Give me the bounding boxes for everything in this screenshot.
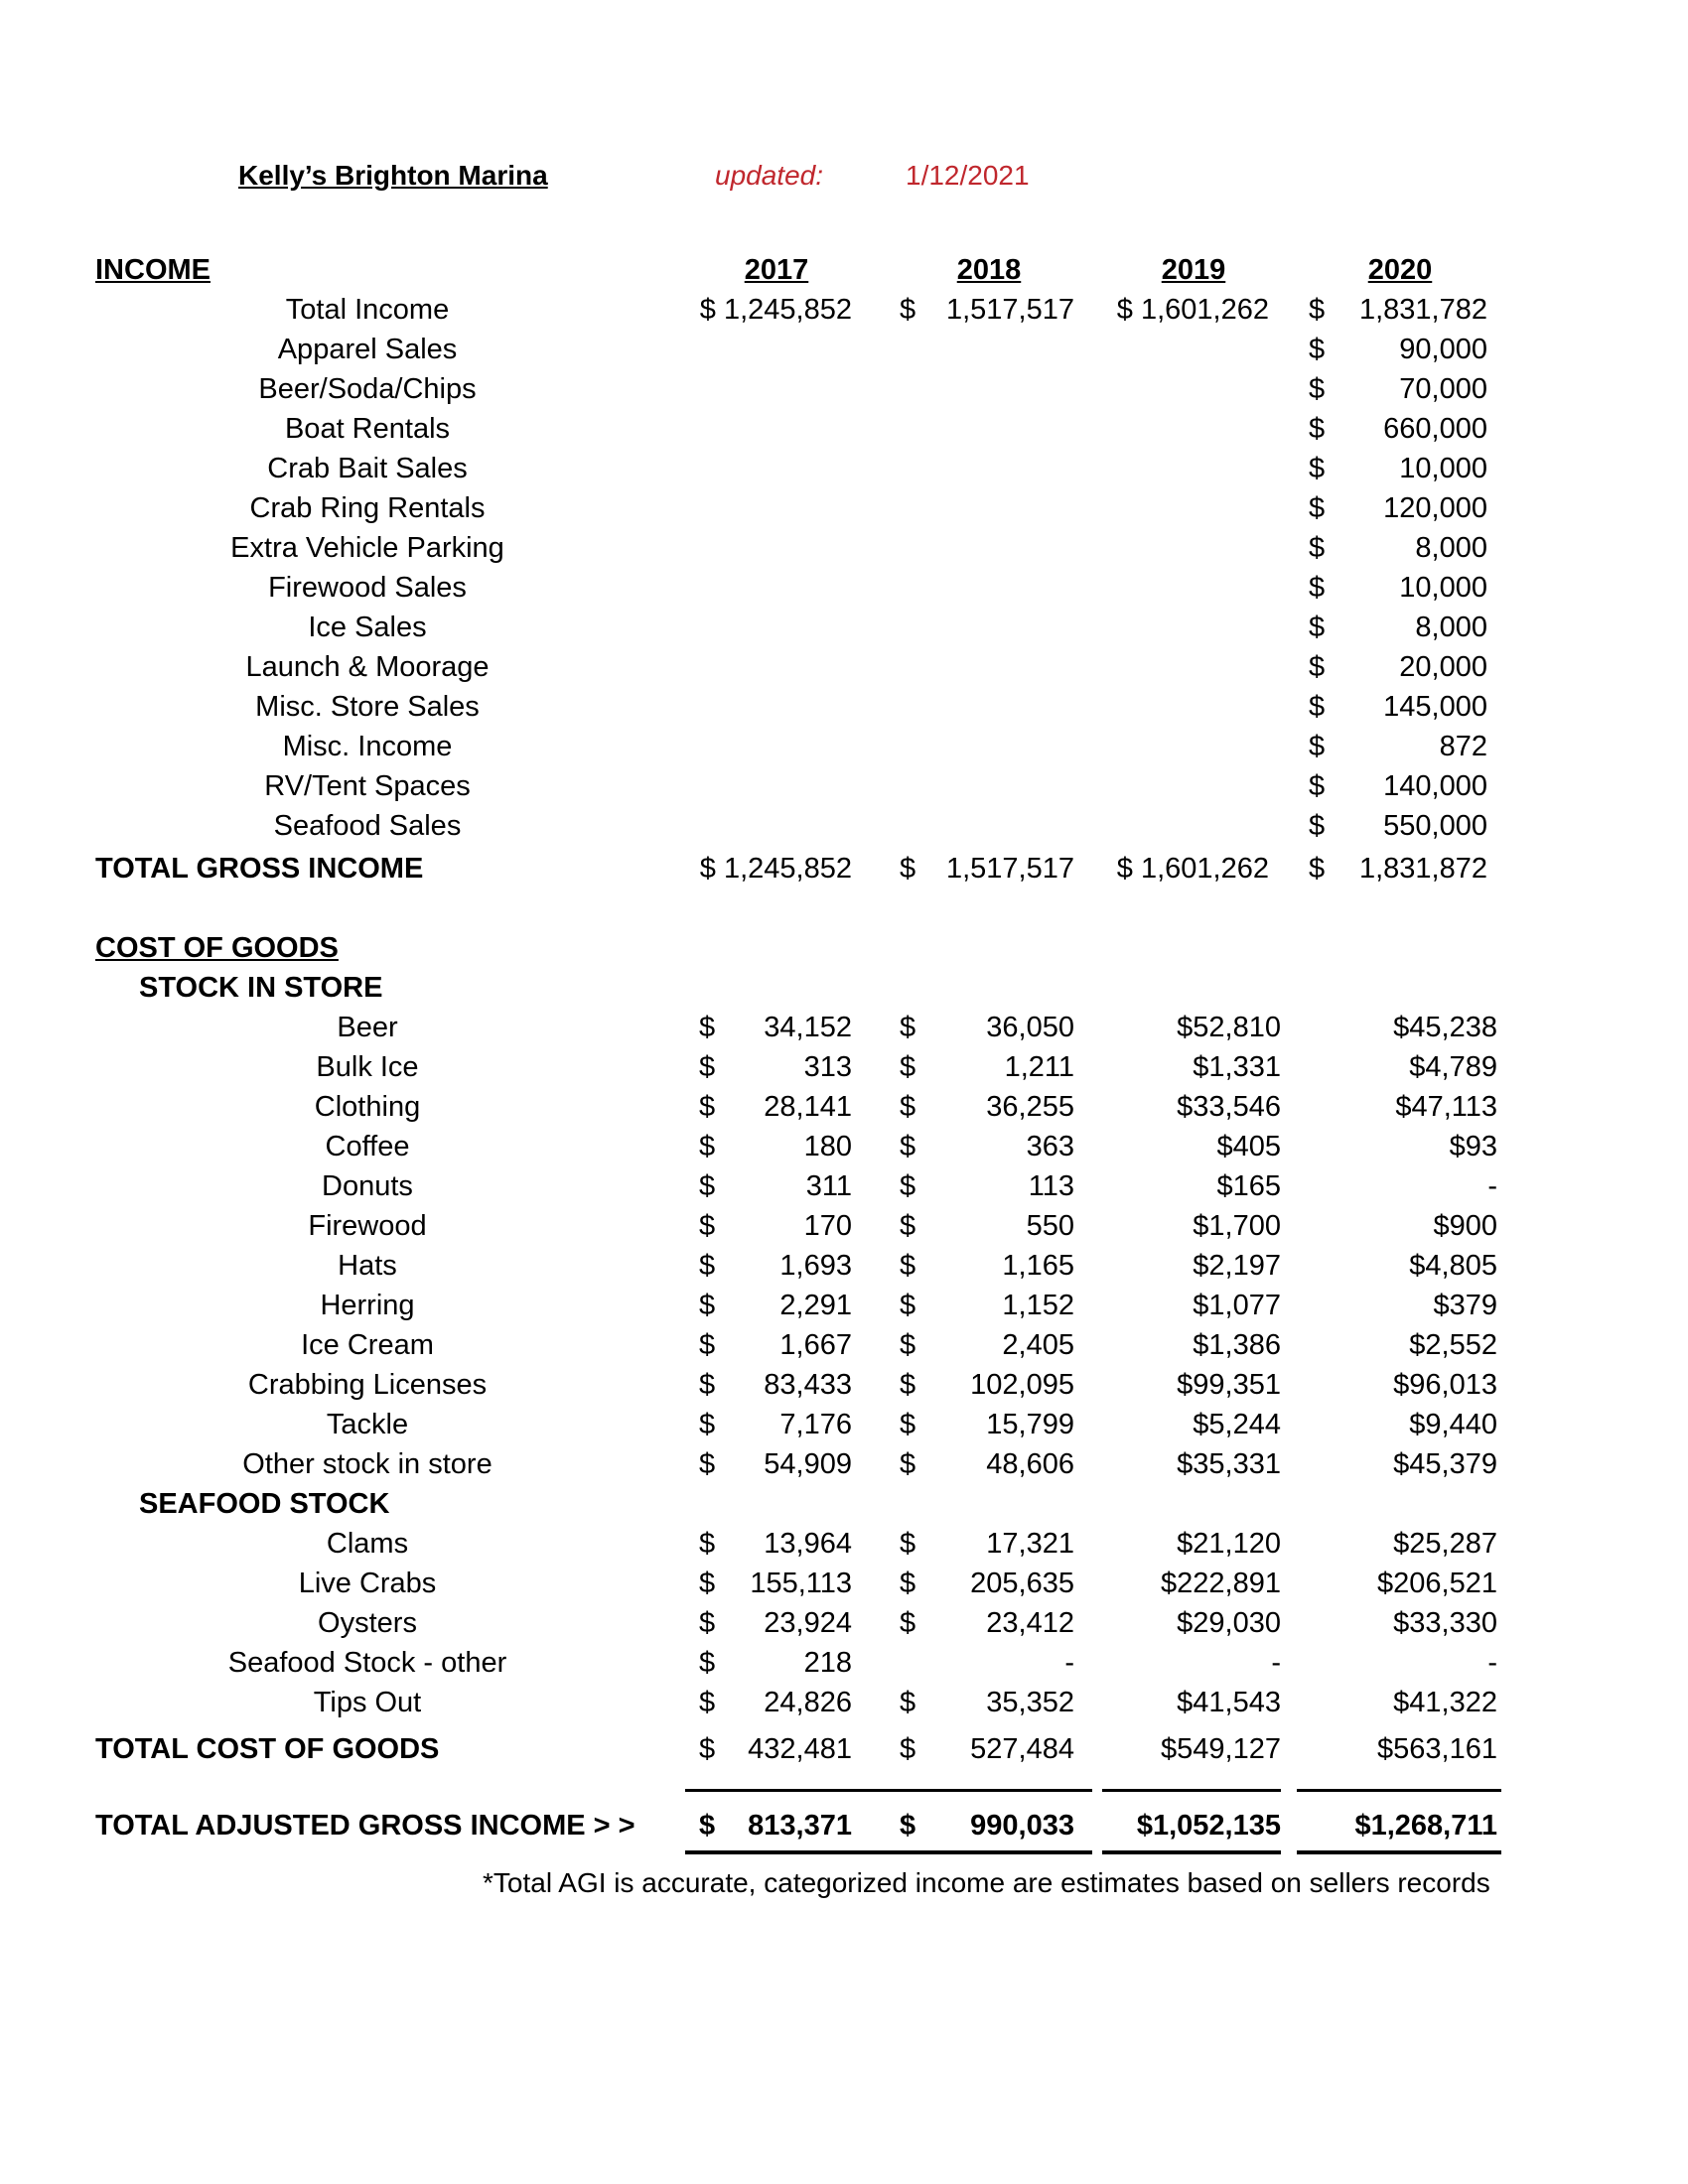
total-gross-2020: 1,831,872 [1358, 853, 1487, 885]
income-item-label: Launch & Moorage [245, 651, 490, 683]
total-gross-2018-dollar: $ [900, 853, 916, 885]
cost-item-2020-value: - [1487, 1170, 1497, 1202]
cost-item-2018-dollar: $ [900, 1250, 916, 1282]
total-income-2020: 1,831,782 [1358, 294, 1487, 326]
cost-item-2017-value: 54,909 [764, 1448, 852, 1480]
cost-item-2019-value: $41,543 [1177, 1687, 1281, 1718]
income-item-2020-value: 10,000 [1399, 453, 1487, 484]
cost-item-2017-dollar: $ [699, 1607, 716, 1639]
cost-of-goods-label: COST OF GOODS [95, 932, 339, 964]
cost-item-2018-dollar: $ [900, 1528, 916, 1560]
cost-item-label: Oysters [318, 1607, 417, 1639]
total-cog-2019: $549,127 [1161, 1733, 1281, 1765]
total-income-2018-dollar: $ [900, 294, 916, 326]
cost-item-2018-value: 48,606 [986, 1448, 1074, 1480]
cost-item-2017-value: 218 [803, 1647, 852, 1679]
income-item-label: Extra Vehicle Parking [230, 532, 504, 564]
income-item-2020-dollar: $ [1309, 532, 1326, 564]
cost-item-label: Ice Cream [301, 1329, 434, 1361]
cost-item-2017-value: 2,291 [779, 1290, 852, 1321]
cost-item-2019-value: $99,351 [1177, 1369, 1281, 1401]
cost-item-2018-value: 2,405 [1002, 1329, 1074, 1361]
cost-item-2018-dollar: $ [900, 1091, 916, 1123]
cost-item-2020-value: $4,789 [1409, 1051, 1497, 1083]
total-cog-2018: 527,484 [970, 1733, 1074, 1765]
cost-item-2020-value: $2,552 [1409, 1329, 1497, 1361]
cost-item-2017-dollar: $ [699, 1290, 716, 1321]
agi-2018: 990,033 [970, 1810, 1074, 1842]
cost-item-label: Seafood Stock - other [227, 1647, 507, 1679]
cost-item-2017-dollar: $ [699, 1448, 716, 1480]
cost-item-2018-value: 36,050 [986, 1012, 1074, 1043]
income-item-2020-dollar: $ [1309, 492, 1326, 524]
cost-item-2020-value: $33,330 [1393, 1607, 1497, 1639]
rule-bottom-2017-2018 [685, 1850, 1092, 1854]
year-header-2019: 2019 [1161, 254, 1226, 286]
cost-item-2020-value: $4,805 [1409, 1250, 1497, 1282]
total-gross-2020-dollar: $ [1309, 853, 1326, 885]
cost-item-2017-dollar: $ [699, 1528, 716, 1560]
rule-bottom-2019 [1102, 1850, 1281, 1854]
cost-item-2020-value: $25,287 [1393, 1528, 1497, 1560]
income-item-label: Beer/Soda/Chips [258, 373, 477, 405]
agi-2017: 813,371 [748, 1810, 852, 1842]
cost-item-2020-value: $900 [1433, 1210, 1497, 1242]
cost-item-2019-value: $1,386 [1193, 1329, 1281, 1361]
cost-item-2019-value: $1,331 [1193, 1051, 1281, 1083]
year-header-2018: 2018 [956, 254, 1022, 286]
income-item-label: Crab Bait Sales [267, 453, 468, 484]
income-item-2020-value: 550,000 [1383, 810, 1487, 842]
agi-2017-dollar: $ [699, 1810, 716, 1842]
cost-item-label: Hats [338, 1250, 397, 1282]
cost-item-2019-value: $1,077 [1193, 1290, 1281, 1321]
cost-item-2018-value: 23,412 [986, 1607, 1074, 1639]
income-item-label: Ice Sales [308, 612, 427, 643]
cost-item-2018-dollar: $ [900, 1568, 916, 1599]
total-gross-income-label: TOTAL GROSS INCOME [95, 853, 424, 885]
year-header-2017: 2017 [744, 254, 809, 286]
cost-item-2018-value: 1,211 [1004, 1051, 1074, 1083]
cost-item-2017-value: 1,667 [779, 1329, 852, 1361]
income-item-2020-dollar: $ [1309, 651, 1326, 683]
cost-item-2020-value: $45,238 [1393, 1012, 1497, 1043]
cost-item-2017-value: 180 [803, 1131, 852, 1162]
total-cog-2020: $563,161 [1377, 1733, 1497, 1765]
cost-item-2018-dollar: $ [900, 1290, 916, 1321]
cost-item-label: Tips Out [313, 1687, 422, 1718]
total-cog-2017: 432,481 [748, 1733, 852, 1765]
cost-item-2019-value: $5,244 [1193, 1409, 1281, 1440]
cost-item-2018-dollar: $ [900, 1051, 916, 1083]
income-item-label: Seafood Sales [273, 810, 462, 842]
total-gross-2017: $ 1,245,852 [699, 853, 852, 885]
cost-item-label: Crabbing Licenses [247, 1369, 488, 1401]
cost-item-2018-dollar: $ [900, 1607, 916, 1639]
income-item-2020-value: 8,000 [1415, 612, 1487, 643]
income-item-2020-value: 70,000 [1399, 373, 1487, 405]
cost-item-2018-value: 17,321 [986, 1528, 1074, 1560]
cost-item-2017-dollar: $ [699, 1687, 716, 1718]
cost-item-2020-value: $41,322 [1393, 1687, 1497, 1718]
cost-item-2020-value: - [1487, 1647, 1497, 1679]
cost-item-2019-value: $35,331 [1177, 1448, 1281, 1480]
rule-top-2017-2018 [685, 1789, 1092, 1792]
total-gross-2019: $ 1,601,262 [1116, 853, 1269, 885]
cost-item-2017-dollar: $ [699, 1210, 716, 1242]
cost-item-2017-value: 28,141 [764, 1091, 852, 1123]
cost-item-2018-value: 363 [1026, 1131, 1074, 1162]
cost-item-2017-dollar: $ [699, 1170, 716, 1202]
cost-item-2019-value: $2,197 [1193, 1250, 1281, 1282]
cost-item-2018-value: 102,095 [970, 1369, 1074, 1401]
cost-item-2018-value: - [1064, 1647, 1074, 1679]
cost-item-2018-dollar: $ [900, 1448, 916, 1480]
cost-item-2017-dollar: $ [699, 1131, 716, 1162]
cost-item-2017-dollar: $ [699, 1329, 716, 1361]
income-item-2020-value: 20,000 [1399, 651, 1487, 683]
cost-item-label: Firewood [308, 1210, 427, 1242]
income-item-2020-value: 8,000 [1415, 532, 1487, 564]
cost-item-label: Clams [326, 1528, 409, 1560]
cost-item-2017-dollar: $ [699, 1250, 716, 1282]
rule-top-2019 [1102, 1789, 1281, 1792]
cost-item-2019-value: - [1271, 1647, 1281, 1679]
cost-item-label: Clothing [314, 1091, 421, 1123]
cost-item-2018-value: 1,165 [1002, 1250, 1074, 1282]
income-item-2020-dollar: $ [1309, 770, 1326, 802]
income-item-2020-dollar: $ [1309, 334, 1326, 365]
cost-item-2017-dollar: $ [699, 1091, 716, 1123]
cost-item-2018-value: 35,352 [986, 1687, 1074, 1718]
cost-item-2017-value: 313 [803, 1051, 852, 1083]
cost-item-2017-dollar: $ [699, 1369, 716, 1401]
cost-item-label: Herring [320, 1290, 415, 1321]
cost-item-label: Donuts [322, 1170, 413, 1202]
cost-item-2017-value: 1,693 [779, 1250, 852, 1282]
cost-item-label: Tackle [326, 1409, 409, 1440]
cost-item-2019-value: $1,700 [1193, 1210, 1281, 1242]
income-item-2020-dollar: $ [1309, 453, 1326, 484]
total-cost-of-goods-label: TOTAL COST OF GOODS [95, 1733, 440, 1765]
cost-item-label: Coffee [325, 1131, 410, 1162]
agi-2018-dollar: $ [900, 1810, 916, 1842]
income-item-2020-value: 145,000 [1383, 691, 1487, 723]
income-item-2020-dollar: $ [1309, 691, 1326, 723]
income-item-2020-value: 140,000 [1383, 770, 1487, 802]
cost-item-2018-dollar: $ [900, 1210, 916, 1242]
income-item-2020-dollar: $ [1309, 810, 1326, 842]
cost-item-2018-value: 113 [1028, 1170, 1074, 1202]
cost-item-label: Other stock in store [242, 1448, 492, 1480]
cost-item-2019-value: $165 [1216, 1170, 1281, 1202]
page-title: Kelly’s Brighton Marina [238, 160, 548, 191]
cost-item-2020-value: $45,379 [1393, 1448, 1497, 1480]
income-item-2020-value: 872 [1439, 731, 1487, 762]
income-item-2020-dollar: $ [1309, 373, 1326, 405]
total-income-label: Total Income [285, 294, 450, 326]
income-item-2020-value: 90,000 [1399, 334, 1487, 365]
cost-item-2020-value: $9,440 [1409, 1409, 1497, 1440]
income-item-2020-value: 120,000 [1383, 492, 1487, 524]
stock-in-store-label: STOCK IN STORE [139, 972, 383, 1004]
cost-item-2018-dollar: $ [900, 1329, 916, 1361]
cost-item-2017-value: 23,924 [764, 1607, 852, 1639]
income-item-label: Misc. Income [282, 731, 453, 762]
cost-item-2018-value: 36,255 [986, 1091, 1074, 1123]
agi-2020: $1,268,711 [1354, 1810, 1497, 1842]
income-item-label: Firewood Sales [268, 572, 467, 604]
cost-item-2020-value: $206,521 [1377, 1568, 1497, 1599]
income-item-2020-dollar: $ [1309, 572, 1326, 604]
total-income-2020-dollar: $ [1309, 294, 1326, 326]
cost-item-2020-value: $47,113 [1395, 1091, 1497, 1123]
cost-item-2017-value: 13,964 [764, 1528, 852, 1560]
cost-item-2018-dollar: $ [900, 1409, 916, 1440]
cost-item-2017-dollar: $ [699, 1012, 716, 1043]
cost-item-2017-dollar: $ [699, 1051, 716, 1083]
cost-item-2017-dollar: $ [699, 1409, 716, 1440]
cost-item-2017-value: 170 [803, 1210, 852, 1242]
cost-item-label: Beer [337, 1012, 398, 1043]
cost-item-2017-value: 24,826 [764, 1687, 852, 1718]
cost-item-2019-value: $52,810 [1177, 1012, 1281, 1043]
cost-item-2020-value: $379 [1433, 1290, 1497, 1321]
cost-item-2019-value: $405 [1216, 1131, 1281, 1162]
cost-item-2017-value: 34,152 [764, 1012, 852, 1043]
cost-item-2017-value: 311 [805, 1170, 852, 1202]
cost-item-2019-value: $33,546 [1177, 1091, 1281, 1123]
income-section-label: INCOME [95, 254, 211, 286]
cost-item-2018-value: 205,635 [970, 1568, 1074, 1599]
footnote: *Total AGI is accurate, categorized income are estimates based on sellers records [483, 1867, 1490, 1898]
total-income-2017: $ 1,245,852 [699, 294, 852, 326]
cost-item-2018-value: 1,152 [1002, 1290, 1074, 1321]
income-item-2020-dollar: $ [1309, 612, 1326, 643]
cost-item-2017-value: 83,433 [764, 1369, 852, 1401]
cost-item-2019-value: $222,891 [1161, 1568, 1281, 1599]
cost-item-2017-dollar: $ [699, 1568, 716, 1599]
cost-item-2017-value: 7,176 [779, 1409, 852, 1440]
cost-item-2020-value: $93 [1449, 1131, 1497, 1162]
cost-item-label: Live Crabs [298, 1568, 437, 1599]
cost-item-2019-value: $29,030 [1177, 1607, 1281, 1639]
updated-label: updated: [715, 160, 823, 191]
total-cog-2018-dollar: $ [900, 1733, 916, 1765]
total-cog-2017-dollar: $ [699, 1733, 716, 1765]
seafood-stock-label: SEAFOOD STOCK [139, 1488, 390, 1520]
total-income-2018: 1,517,517 [945, 294, 1074, 326]
income-item-label: Boat Rentals [284, 413, 451, 445]
cost-item-2018-value: 15,799 [986, 1409, 1074, 1440]
cost-item-2017-value: 155,113 [750, 1568, 852, 1599]
total-income-2019: $ 1,601,262 [1116, 294, 1269, 326]
income-item-label: RV/Tent Spaces [264, 770, 471, 802]
cost-item-2018-value: 550 [1026, 1210, 1074, 1242]
cost-item-2018-dollar: $ [900, 1170, 916, 1202]
cost-item-2018-dollar: $ [900, 1687, 916, 1718]
cost-item-2018-dollar: $ [900, 1012, 916, 1043]
income-item-2020-dollar: $ [1309, 731, 1326, 762]
income-item-label: Apparel Sales [277, 334, 458, 365]
cost-item-2019-value: $21,120 [1177, 1528, 1281, 1560]
income-item-label: Crab Ring Rentals [249, 492, 486, 524]
agi-2019: $1,052,135 [1136, 1810, 1281, 1842]
total-gross-2018: 1,517,517 [945, 853, 1074, 885]
cost-item-2017-dollar: $ [699, 1647, 716, 1679]
rule-top-2020 [1297, 1789, 1501, 1792]
income-item-2020-value: 10,000 [1399, 572, 1487, 604]
updated-date: 1/12/2021 [906, 160, 1030, 191]
cost-item-2018-dollar: $ [900, 1131, 916, 1162]
agi-label: TOTAL ADJUSTED GROSS INCOME > > [95, 1810, 635, 1842]
income-item-2020-value: 660,000 [1383, 413, 1487, 445]
income-item-2020-dollar: $ [1309, 413, 1326, 445]
cost-item-2020-value: $96,013 [1393, 1369, 1497, 1401]
income-item-label: Misc. Store Sales [255, 691, 480, 723]
year-header-2020: 2020 [1367, 254, 1433, 286]
cost-item-label: Bulk Ice [316, 1051, 419, 1083]
cost-item-2018-dollar: $ [900, 1369, 916, 1401]
rule-bottom-2020 [1297, 1850, 1501, 1854]
